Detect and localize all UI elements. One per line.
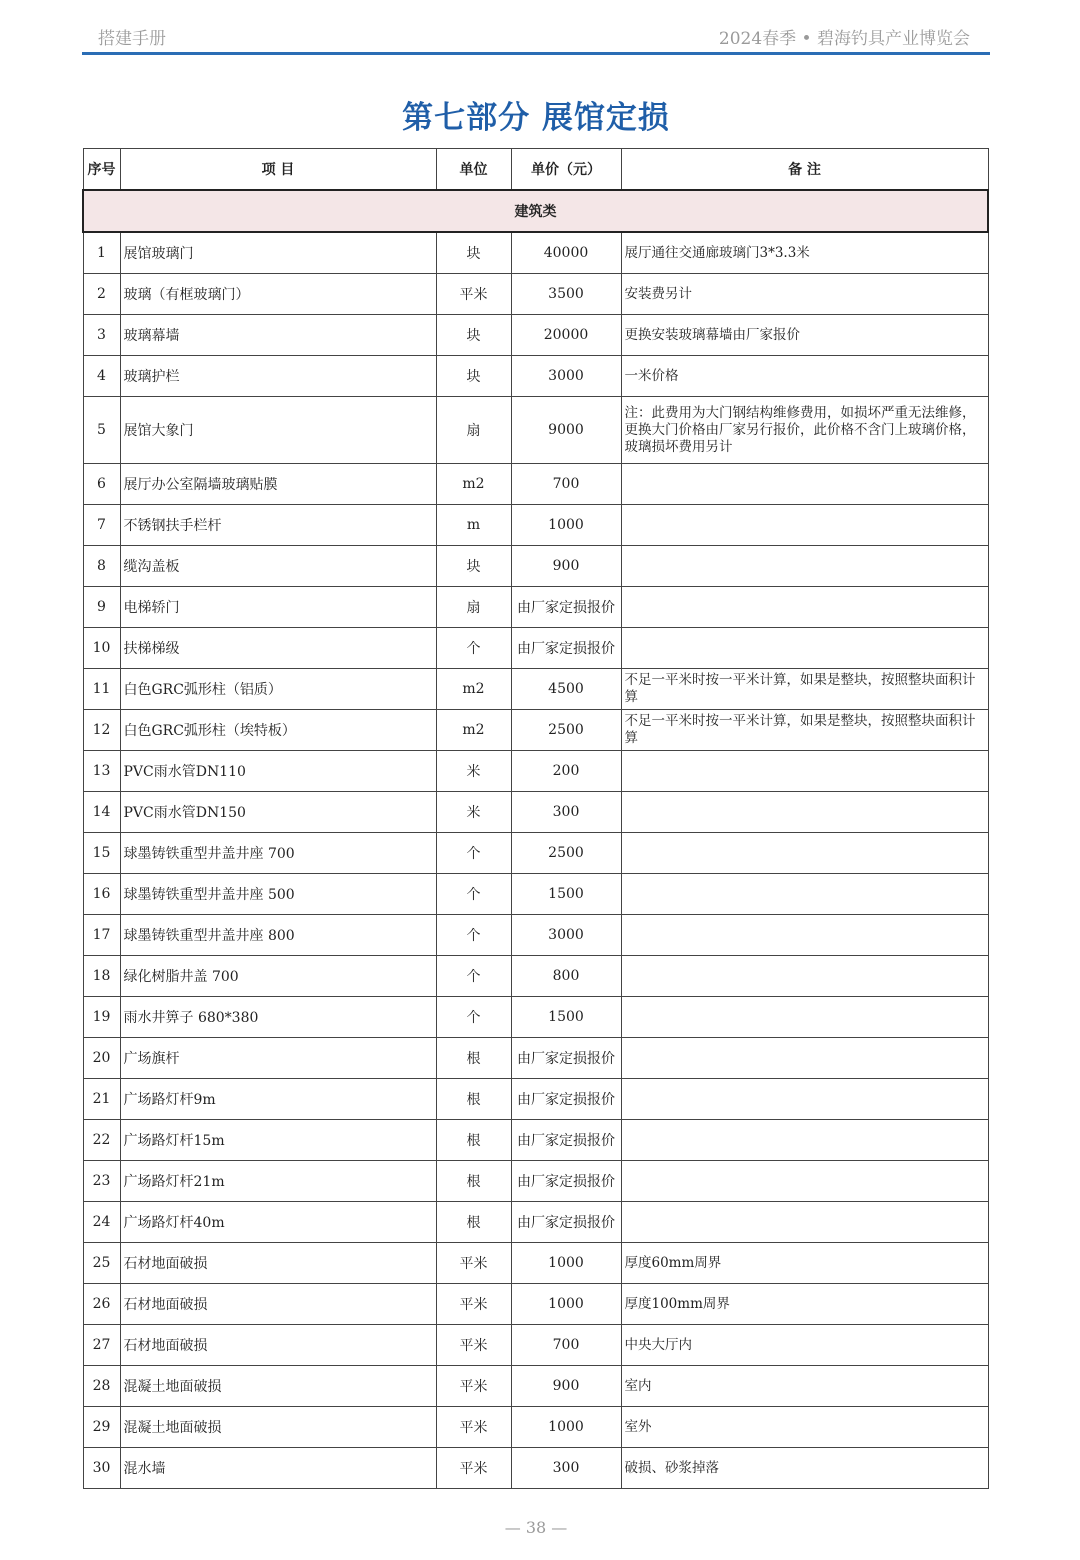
row-note <box>621 628 988 669</box>
row-number: 8 <box>83 546 120 587</box>
damage-price-table <box>82 148 989 1489</box>
row-price: 300 <box>511 1448 621 1489</box>
row-number: 5 <box>83 397 120 464</box>
row-price: 800 <box>511 956 621 997</box>
row-item: PVC雨水管DN110 <box>120 751 436 792</box>
table-row <box>83 1079 988 1120</box>
row-unit: 个 <box>436 956 511 997</box>
row-number: 6 <box>83 464 120 505</box>
row-unit: 米 <box>436 751 511 792</box>
row-price: 由厂家定损报价 <box>511 1202 621 1243</box>
table-row <box>83 356 988 397</box>
row-unit: 平米 <box>436 1407 511 1448</box>
row-price: 1000 <box>511 1243 621 1284</box>
row-price: 1000 <box>511 1407 621 1448</box>
table-row <box>83 315 988 356</box>
row-unit: m2 <box>436 710 511 751</box>
row-item: 玻璃幕墙 <box>120 315 436 356</box>
row-number: 10 <box>83 628 120 669</box>
row-item: 石材地面破损 <box>120 1284 436 1325</box>
row-price: 900 <box>511 546 621 587</box>
row-unit: m <box>436 505 511 546</box>
row-unit: 个 <box>436 833 511 874</box>
row-price: 由厂家定损报价 <box>511 1079 621 1120</box>
table-row <box>83 1161 988 1202</box>
row-price: 9000 <box>511 397 621 464</box>
row-number: 16 <box>83 874 120 915</box>
table-header-row <box>83 149 988 191</box>
row-note: 注：此费用为大门钢结构维修费用，如损坏严重无法维修，更换大门价格由厂家另行报价，此价格不含门上玻璃价格，玻璃损坏费用另计 <box>621 397 988 464</box>
table-row <box>83 1202 988 1243</box>
row-number: 20 <box>83 1038 120 1079</box>
row-item: 广场旗杆 <box>120 1038 436 1079</box>
row-number: 27 <box>83 1325 120 1366</box>
row-price: 1000 <box>511 505 621 546</box>
row-note <box>621 546 988 587</box>
row-unit: m2 <box>436 464 511 505</box>
table-row <box>83 232 988 274</box>
row-note <box>621 505 988 546</box>
table-row <box>83 464 988 505</box>
column-header-note: 备 注 <box>621 149 988 191</box>
table-row <box>83 1366 988 1407</box>
column-header-item: 项 目 <box>120 149 436 191</box>
row-unit: 平米 <box>436 1448 511 1489</box>
section-label: 建筑类 <box>83 190 988 232</box>
column-header-unit: 单位 <box>436 149 511 191</box>
table-row <box>83 1407 988 1448</box>
section-row <box>83 190 988 232</box>
row-note: 厚度100mm周界 <box>621 1284 988 1325</box>
row-item: 广场路灯杆21m <box>120 1161 436 1202</box>
row-note <box>621 587 988 628</box>
row-item: 广场路灯杆9m <box>120 1079 436 1120</box>
row-note: 中央大厅内 <box>621 1325 988 1366</box>
row-item: 白色GRC弧形柱（埃特板） <box>120 710 436 751</box>
page-number: — 38 — <box>504 1518 568 1537</box>
row-number: 12 <box>83 710 120 751</box>
page-title: 第七部分 展馆定损 <box>402 100 670 136</box>
row-unit: 个 <box>436 997 511 1038</box>
row-unit: 块 <box>436 315 511 356</box>
row-note <box>621 874 988 915</box>
row-number: 7 <box>83 505 120 546</box>
row-price: 4500 <box>511 669 621 710</box>
row-unit: 根 <box>436 1161 511 1202</box>
row-item: 玻璃（有框玻璃门） <box>120 274 436 315</box>
row-price: 1500 <box>511 997 621 1038</box>
row-unit: 米 <box>436 792 511 833</box>
table-row <box>83 1284 988 1325</box>
row-item: 不锈钢扶手栏杆 <box>120 505 436 546</box>
row-number: 2 <box>83 274 120 315</box>
table-row <box>83 710 988 751</box>
table-row <box>83 274 988 315</box>
column-header-price: 单价（元） <box>511 149 621 191</box>
row-number: 17 <box>83 915 120 956</box>
row-number: 11 <box>83 669 120 710</box>
table-row <box>83 751 988 792</box>
table-row <box>83 505 988 546</box>
table-row <box>83 792 988 833</box>
row-item: 电梯轿门 <box>120 587 436 628</box>
row-unit: 平米 <box>436 274 511 315</box>
row-note: 破损、砂浆掉落 <box>621 1448 988 1489</box>
row-price: 40000 <box>511 232 621 274</box>
table-row <box>83 1325 988 1366</box>
row-unit: 块 <box>436 232 511 274</box>
table-row <box>83 915 988 956</box>
row-unit: 个 <box>436 915 511 956</box>
row-price: 2500 <box>511 833 621 874</box>
row-item: 广场路灯杆15m <box>120 1120 436 1161</box>
row-note <box>621 1038 988 1079</box>
row-note: 展厅通往交通廊玻璃门3*3.3米 <box>621 232 988 274</box>
row-item: 球墨铸铁重型井盖井座 500 <box>120 874 436 915</box>
row-number: 25 <box>83 1243 120 1284</box>
row-item: 石材地面破损 <box>120 1325 436 1366</box>
row-number: 3 <box>83 315 120 356</box>
table-row <box>83 587 988 628</box>
row-note <box>621 1120 988 1161</box>
row-price: 由厂家定损报价 <box>511 587 621 628</box>
row-price: 3000 <box>511 356 621 397</box>
row-item: 绿化树脂井盖 700 <box>120 956 436 997</box>
row-note: 不足一平米时按一平米计算，如果是整块，按照整块面积计算 <box>621 669 988 710</box>
row-item: 球墨铸铁重型井盖井座 700 <box>120 833 436 874</box>
row-item: 扶梯梯级 <box>120 628 436 669</box>
table-row <box>83 397 988 464</box>
row-unit: 块 <box>436 356 511 397</box>
table-row <box>83 833 988 874</box>
row-unit: 个 <box>436 874 511 915</box>
row-note: 更换安装玻璃幕墙由厂家报价 <box>621 315 988 356</box>
row-unit: 个 <box>436 628 511 669</box>
table-row <box>83 628 988 669</box>
row-item: 球墨铸铁重型井盖井座 800 <box>120 915 436 956</box>
table-row <box>83 546 988 587</box>
row-price: 3000 <box>511 915 621 956</box>
row-unit: 平米 <box>436 1325 511 1366</box>
row-note <box>621 956 988 997</box>
row-price: 1000 <box>511 1284 621 1325</box>
row-item: 展馆玻璃门 <box>120 232 436 274</box>
table-row <box>83 997 988 1038</box>
row-item: 混凝土地面破损 <box>120 1366 436 1407</box>
row-price: 2500 <box>511 710 621 751</box>
table-row <box>83 669 988 710</box>
header-right-text: 2024春季 • 碧海钓具产业博览会 <box>718 29 970 49</box>
row-note: 一米价格 <box>621 356 988 397</box>
row-price: 由厂家定损报价 <box>511 1120 621 1161</box>
row-price: 200 <box>511 751 621 792</box>
row-item: 雨水井箅子 680*380 <box>120 997 436 1038</box>
row-number: 19 <box>83 997 120 1038</box>
row-number: 28 <box>83 1366 120 1407</box>
table-row <box>83 1038 988 1079</box>
row-item: 广场路灯杆40m <box>120 1202 436 1243</box>
row-unit: 扇 <box>436 397 511 464</box>
row-unit: 根 <box>436 1079 511 1120</box>
table-row <box>83 874 988 915</box>
row-item: 石材地面破损 <box>120 1243 436 1284</box>
row-number: 4 <box>83 356 120 397</box>
row-note: 室外 <box>621 1407 988 1448</box>
row-number: 24 <box>83 1202 120 1243</box>
row-unit: 平米 <box>436 1366 511 1407</box>
header-left-text: 搭建手册 <box>98 29 166 49</box>
row-item: 缆沟盖板 <box>120 546 436 587</box>
row-number: 21 <box>83 1079 120 1120</box>
row-unit: 平米 <box>436 1284 511 1325</box>
row-number: 30 <box>83 1448 120 1489</box>
row-item: 混水墙 <box>120 1448 436 1489</box>
row-price: 300 <box>511 792 621 833</box>
table-row <box>83 1120 988 1161</box>
row-number: 26 <box>83 1284 120 1325</box>
row-note: 厚度60mm周界 <box>621 1243 988 1284</box>
row-unit: m2 <box>436 669 511 710</box>
row-price: 由厂家定损报价 <box>511 1038 621 1079</box>
row-note <box>621 1079 988 1120</box>
row-price: 由厂家定损报价 <box>511 628 621 669</box>
row-number: 22 <box>83 1120 120 1161</box>
row-unit: 根 <box>436 1038 511 1079</box>
row-note: 室内 <box>621 1366 988 1407</box>
row-item: 展馆大象门 <box>120 397 436 464</box>
table-row <box>83 1448 988 1489</box>
row-price: 700 <box>511 1325 621 1366</box>
row-number: 13 <box>83 751 120 792</box>
row-unit: 扇 <box>436 587 511 628</box>
row-note: 安装费另计 <box>621 274 988 315</box>
row-note <box>621 1161 988 1202</box>
row-price: 由厂家定损报价 <box>511 1161 621 1202</box>
row-item: PVC雨水管DN150 <box>120 792 436 833</box>
row-note <box>621 833 988 874</box>
header-divider <box>82 52 990 55</box>
row-note <box>621 1202 988 1243</box>
row-price: 700 <box>511 464 621 505</box>
row-note: 不足一平米时按一平米计算，如果是整块，按照整块面积计算 <box>621 710 988 751</box>
row-unit: 根 <box>436 1120 511 1161</box>
row-note <box>621 464 988 505</box>
row-number: 18 <box>83 956 120 997</box>
row-note <box>621 997 988 1038</box>
column-header-no: 序号 <box>83 149 120 191</box>
row-price: 1500 <box>511 874 621 915</box>
row-price: 20000 <box>511 315 621 356</box>
row-number: 9 <box>83 587 120 628</box>
row-number: 29 <box>83 1407 120 1448</box>
row-note <box>621 792 988 833</box>
row-number: 1 <box>83 232 120 274</box>
row-item: 玻璃护栏 <box>120 356 436 397</box>
row-unit: 块 <box>436 546 511 587</box>
row-unit: 根 <box>436 1202 511 1243</box>
table-row <box>83 956 988 997</box>
row-item: 展厅办公室隔墙玻璃贴膜 <box>120 464 436 505</box>
row-unit: 平米 <box>436 1243 511 1284</box>
row-number: 14 <box>83 792 120 833</box>
table-row <box>83 1243 988 1284</box>
row-item: 白色GRC弧形柱（铝质） <box>120 669 436 710</box>
row-price: 3500 <box>511 274 621 315</box>
row-note <box>621 915 988 956</box>
row-number: 23 <box>83 1161 120 1202</box>
row-number: 15 <box>83 833 120 874</box>
row-note <box>621 751 988 792</box>
row-price: 900 <box>511 1366 621 1407</box>
row-item: 混凝土地面破损 <box>120 1407 436 1448</box>
